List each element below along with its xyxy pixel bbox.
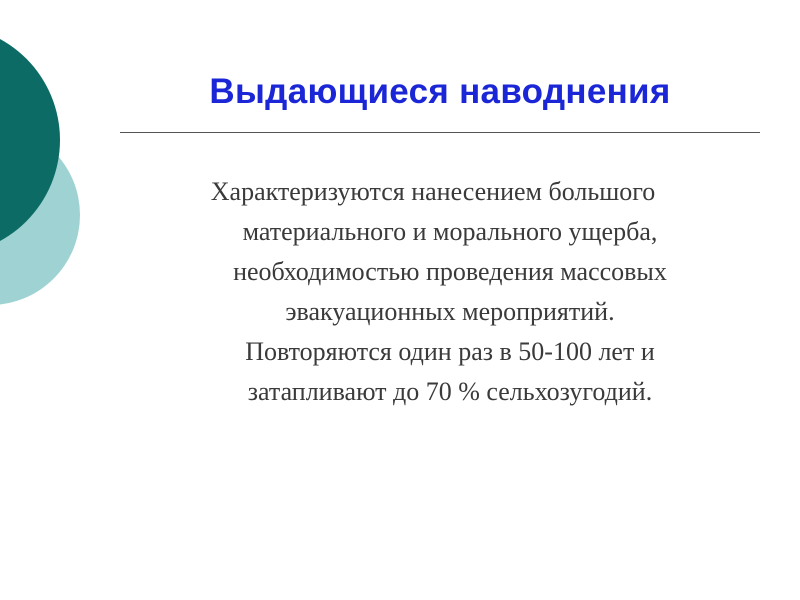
slide-title: Выдающиеся наводнения [209,72,671,111]
slide-body [122,172,778,412]
body-line: затапливают до 70 % сельхозугодий. [247,377,653,406]
body-line: материального и морального ущерба, [242,217,658,246]
light-teal-circle [0,125,80,305]
body-line: необходимостью проведения массовых [233,257,667,286]
body-line: Повторяются один раз в 50-100 лет и [245,337,655,366]
body-line: эвакуационных мероприятий. [285,297,615,326]
body-line: Характеризуются нанесением большого [210,177,656,206]
title-divider [120,132,760,133]
dark-teal-circle [0,25,60,255]
